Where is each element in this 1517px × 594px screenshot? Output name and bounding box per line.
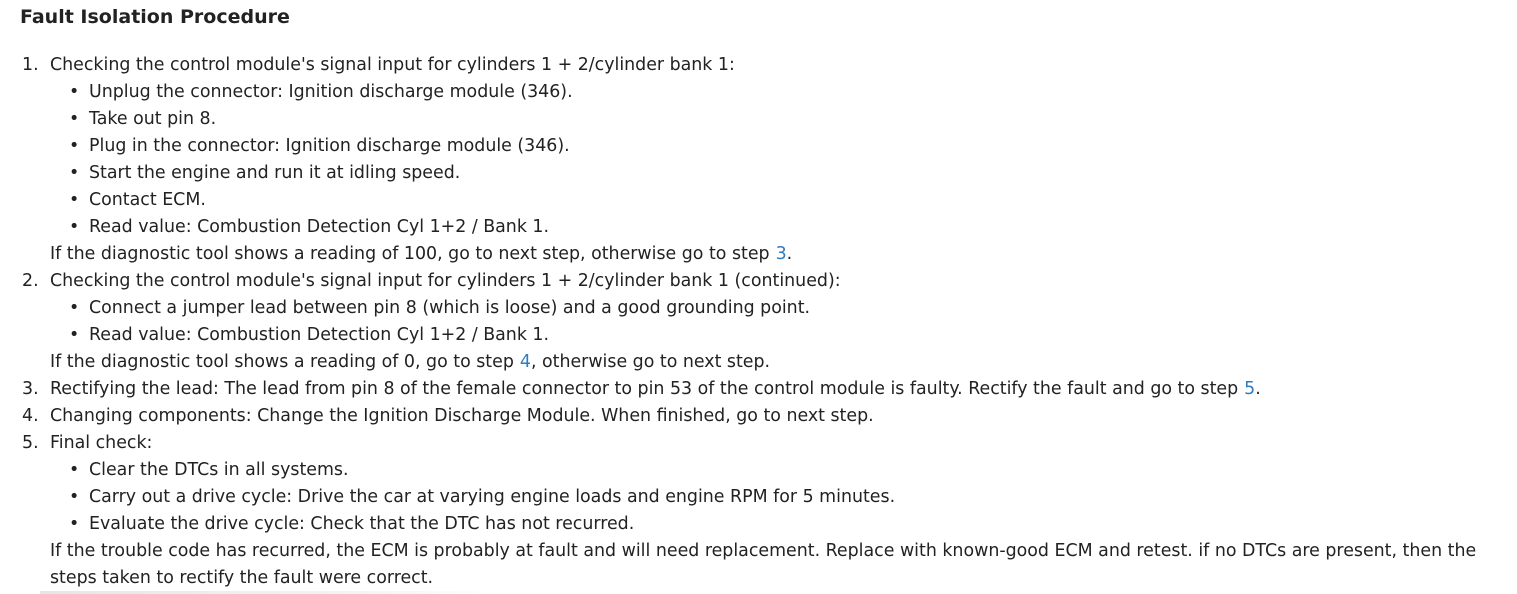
bullet-icon: • xyxy=(69,487,80,507)
bullet-text: Take out pin 8. xyxy=(89,109,217,129)
bullet-icon: • xyxy=(69,325,80,345)
result-text: If the diagnostic tool shows a reading of 100, go to next step, otherwise go to step xyxy=(50,244,770,264)
step-1-result xyxy=(0,241,1510,268)
list-item xyxy=(0,187,1510,214)
bullet-icon: • xyxy=(69,460,80,480)
list-item xyxy=(0,160,1510,187)
bullet-icon: • xyxy=(69,298,80,318)
bullet-text: Start the engine and run it at idling speed. xyxy=(89,163,461,183)
bullet-text: Clear the DTCs in all systems. xyxy=(89,460,349,480)
page-title: Fault Isolation Procedure xyxy=(20,6,290,28)
step-number: 1. xyxy=(22,55,39,75)
step-3-link[interactable]: 3 xyxy=(775,244,787,264)
step-heading-end: . xyxy=(1255,379,1261,399)
result-text: If the diagnostic tool shows a reading of 0, go to step xyxy=(50,352,514,372)
step-heading: Rectifying the lead: The lead from pin 8 of the female connector to pin 53 of the control module is faulty. Rectify the fault and go to step xyxy=(50,379,1239,399)
bullet-icon: • xyxy=(69,82,80,102)
bullet-text: Connect a jumper lead between pin 8 (which is loose) and a good grounding point. xyxy=(89,298,811,318)
step-4-line xyxy=(0,403,1510,430)
bullet-text: Read value: Combustion Detection Cyl 1+2 / Bank 1. xyxy=(89,217,550,237)
bullet-text: Read value: Combustion Detection Cyl 1+2 / Bank 1. xyxy=(89,325,550,345)
step-2-result xyxy=(0,349,1510,376)
bullet-icon: • xyxy=(69,163,80,183)
bullet-icon: • xyxy=(69,190,80,210)
step-5-line xyxy=(0,430,1510,457)
list-item xyxy=(0,511,1510,538)
step-2-line xyxy=(0,268,1510,295)
step-5-result: If the trouble code has recurred, the ECM is probably at fault and will need replacement. Replace with known-good ECM and retest. if no DTCs are present, then the steps taken to rectify the fault were correct. xyxy=(50,541,1477,588)
result-text-end: , otherwise go to next step. xyxy=(530,352,771,372)
list-item xyxy=(0,133,1510,160)
bullet-text: Plug in the connector: Ignition discharge module (346). xyxy=(89,136,570,156)
bullet-text: Contact ECM. xyxy=(89,190,206,210)
list-item xyxy=(0,214,1510,241)
bullet-icon: • xyxy=(69,217,80,237)
step-number: 2. xyxy=(22,271,39,291)
list-item xyxy=(0,322,1510,349)
step-3-line xyxy=(0,376,1510,403)
step-number: 4. xyxy=(22,406,39,426)
step-number: 3. xyxy=(22,379,39,399)
bullet-text: Carry out a drive cycle: Drive the car at varying engine loads and engine RPM for 5 minutes. xyxy=(89,487,896,507)
step-4-link[interactable]: 4 xyxy=(519,352,531,372)
bullet-text: Evaluate the drive cycle: Check that the DTC has not recurred. xyxy=(89,514,635,534)
bullet-icon: • xyxy=(69,136,80,156)
step-number: 5. xyxy=(22,433,39,453)
step-heading: Checking the control module's signal input for cylinders 1 + 2/cylinder bank 1: xyxy=(50,55,735,75)
bullet-icon: • xyxy=(69,514,80,534)
list-item xyxy=(0,79,1510,106)
result-text-end: . xyxy=(786,244,793,264)
step-heading: Final check: xyxy=(50,433,153,453)
list-item xyxy=(0,484,1510,511)
list-item xyxy=(0,106,1510,133)
procedure-steps xyxy=(0,52,1510,592)
list-item xyxy=(0,457,1510,484)
step-5-link[interactable]: 5 xyxy=(1244,379,1256,399)
bullet-text: Unplug the connector: Ignition discharge module (346). xyxy=(89,82,573,102)
step-heading: Changing components: Change the Ignition Discharge Module. When finished, go to next step. xyxy=(50,406,874,426)
step-1-line xyxy=(0,52,1510,79)
step-heading: Checking the control module's signal input for cylinders 1 + 2/cylinder bank 1 (continued): xyxy=(50,271,841,291)
list-item xyxy=(0,295,1510,322)
bullet-icon: • xyxy=(69,109,80,129)
